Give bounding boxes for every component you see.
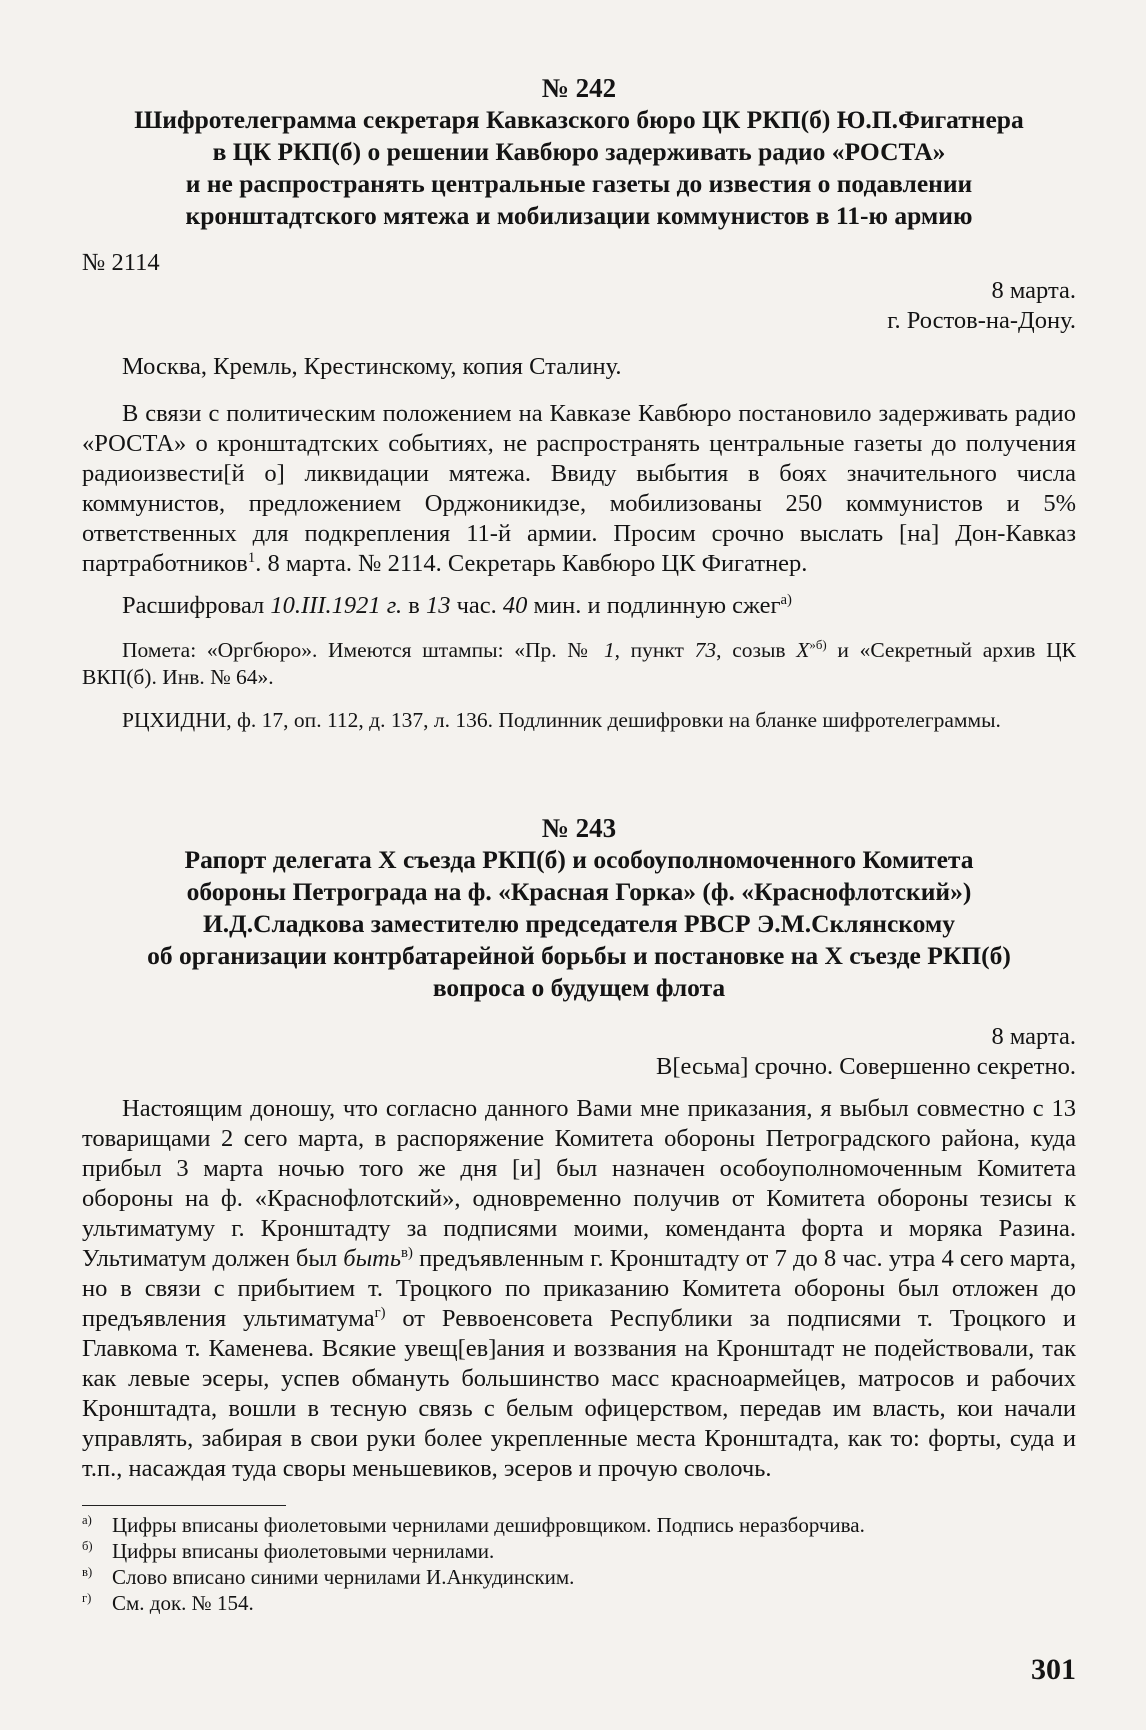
doc243-number: № 243 [541, 813, 617, 843]
doc242-date: 8 марта. [991, 277, 1076, 304]
doc242-decoded-note: Расшифровал 10.III.1921 г. в 13 час. 40 мин. и подлинную сжег$^{а)}$ [122, 591, 792, 619]
doc242-title-line: в ЦК РКП(б) о решении Кавбюро задерживать радио «РОСТА» [212, 137, 946, 166]
doc243-body: Настоящим доношу, что согласно данного Вами мне приказания, я выбыл совместно с 13 товарищами 2 сего марта, в распоряжение Комитета обороны Петроградского района, куда прибыл 3 марта ночью того же дня [и] был назначен особоуполномоченным Комитета обороны на ф. «Краснофлотский», одновременно получив от Комитета обороны тезисы к ультиматуму г. Кронштадту за подписями моими, коменданта форта и моряка Разина. Ультиматум должен был быть$^{в)}$ предъявленным г. Кронштадту от 7 до 8 час. утра 4 сего марта, но в связи с прибытием т. Троцкого по приказанию Комитета обороны был отложен до предъявления ультиматума$^{г)}$ от Реввоенсовета Республики за подписями т. Троцкого и Главкома т. Каменева. Всякие увещ[ев]ания и воззвания на Кронштадт не подействовали, так как левые эсеры, успев обмануть большинство масс красноармейцев, матросов и рабочих Кронштадта, вошли в тесную связь с белым офицерством, передав им власть, кои начали управлять, забирая в свои руки более укрепленные места Кронштадта, как то: форты, суда и т.п., насаждая туда своры меньшевиков, эсеров и прочую сволочь. [82, 1095, 1076, 1482]
doc242-outgoing-number: № 2114 [82, 249, 160, 276]
doc243-classification: В[есьма] срочно. Совершенно секретно. [656, 1053, 1076, 1080]
doc243-section [82, 812, 1076, 1004]
doc242-body [82, 399, 1076, 579]
doc242-title-line: кронштадтского мятежа и мобилизации коммунистов в 11-ю армию [185, 201, 973, 230]
doc242-title-line: Шифротелеграмма секретаря Кавказского бюро ЦК РКП(б) Ю.П.Фигатнера [134, 105, 1024, 134]
footnote-text: См. док. № 154. [112, 1591, 254, 1615]
footnote-text: Слово вписано синими чернилами И.Анкудинским. [112, 1565, 575, 1589]
doc243-title-line: обороны Петрограда на ф. «Красная Горка» (ф. «Краснофлотский») [186, 877, 972, 906]
doc242-body-text: В связи с политическим положением на Кавказе Кавбюро постановило задерживать радио «РОСТА» о кронштадтских событиях, не распространять центральные газеты до получения радиоизвести[й о] ликвидации мятежа. Ввиду выбытия в боях значительного числа коммунистов, предложением Орджоникидзе, мобилизованы 250 коммунистов и 5% ответственных для подкрепления 11-й армии. Просим срочно выслать [на] Дон-Кавказ партработников [82, 400, 1076, 577]
doc243-title-line: И.Д.Сладкова заместителю председателя РВСР Э.М.Склянскому [202, 909, 956, 938]
footnote-item: $^{б)}$ Цифры вписаны фиолетовыми чернилами. [82, 1539, 495, 1563]
footnote-text: Цифры вписаны фиолетовыми чернилами дешифровщиком. Подпись неразборчива. [112, 1513, 865, 1537]
doc242-title-line: и не распространять центральные газеты до известия о подавлении [185, 169, 973, 198]
footnotes [82, 1512, 1076, 1616]
footnote-divider [82, 1505, 286, 1506]
doc243-body-text: Настоящим доношу, что согласно данного Вами мне приказания, я выбыл совместно с 13 товарищами 2 сего марта, в распоряжение Комитета обороны Петроградского района, куда прибыл 3 марта ночью того же дня [и] был назначен особоуполномоченным Комитета обороны на ф. «Краснофлотский», одновременно получив от Комитета обороны тезисы к ультиматуму г. Кронштадту за подписями моими, коменданта форта и моряка Разина. Ультиматум должен был [82, 1095, 1076, 1272]
doc242-stamp-note: Помета: «Оргбюро». Имеются штампы: «Пр. № 1, пункт 73, созыв $X^{»б)}$ и «Секретный архив ЦК ВКП(б). Инв. № 64». [82, 637, 1076, 689]
doc242-title [82, 104, 1076, 232]
footnote-ref-v: в) [401, 1244, 413, 1261]
doc242-section [82, 72, 1076, 232]
doc243-title-line: об организации контрбатарейной борьбы и постановке на X съезде РКП(б) [147, 941, 1011, 970]
doc243-date: 8 марта. [991, 1023, 1076, 1050]
footnote-item: $^{а)}$ Цифры вписаны фиолетовыми чернилами дешифровщиком. Подпись неразборчива. [82, 1513, 865, 1537]
doc243-title-line: Рапорт делегата X съезда РКП(б) и особоуполномоченного Комитета [184, 845, 974, 874]
footnote-ref-1: 1 [247, 549, 256, 566]
doc242-number: № 242 [541, 73, 617, 103]
decoded-hour: 13 [425, 592, 451, 619]
footnote-item: $^{в)}$ Слово вписано синими чернилами И.Анкудинским. [82, 1565, 575, 1589]
doc243-title-line: вопроса о будущем флота [432, 973, 726, 1002]
doc242-addressee: Москва, Кремль, Крестинскому, копия Сталину. [122, 353, 622, 380]
footnote-ref-a: а) [780, 591, 792, 608]
doc242-place: г. Ростов-на-Дону. [887, 307, 1076, 334]
inserted-word: быть [343, 1245, 402, 1272]
footnote-ref-b: »б) [809, 637, 827, 652]
doc242-source: РЦХИДНИ, ф. 17, оп. 112, д. 137, л. 136. Подлинник дешифровки на бланке шифротелеграммы. [122, 708, 1001, 732]
footnote-text: Цифры вписаны фиолетовыми чернилами. [112, 1539, 495, 1563]
page-number: 301 [1031, 1653, 1076, 1686]
doc242-body-text-end: . 8 марта. № 2114. Секретарь Кавбюро ЦК Фигатнер. [255, 550, 808, 577]
decoded-minute: 40 [502, 592, 528, 619]
footnote-item: $^{г)}$ См. док. № 154. [82, 1591, 254, 1615]
decoded-date: 10.III.1921 г. [270, 592, 403, 619]
doc243-title [82, 844, 1076, 1004]
footnote-ref-g: г) [374, 1304, 386, 1321]
